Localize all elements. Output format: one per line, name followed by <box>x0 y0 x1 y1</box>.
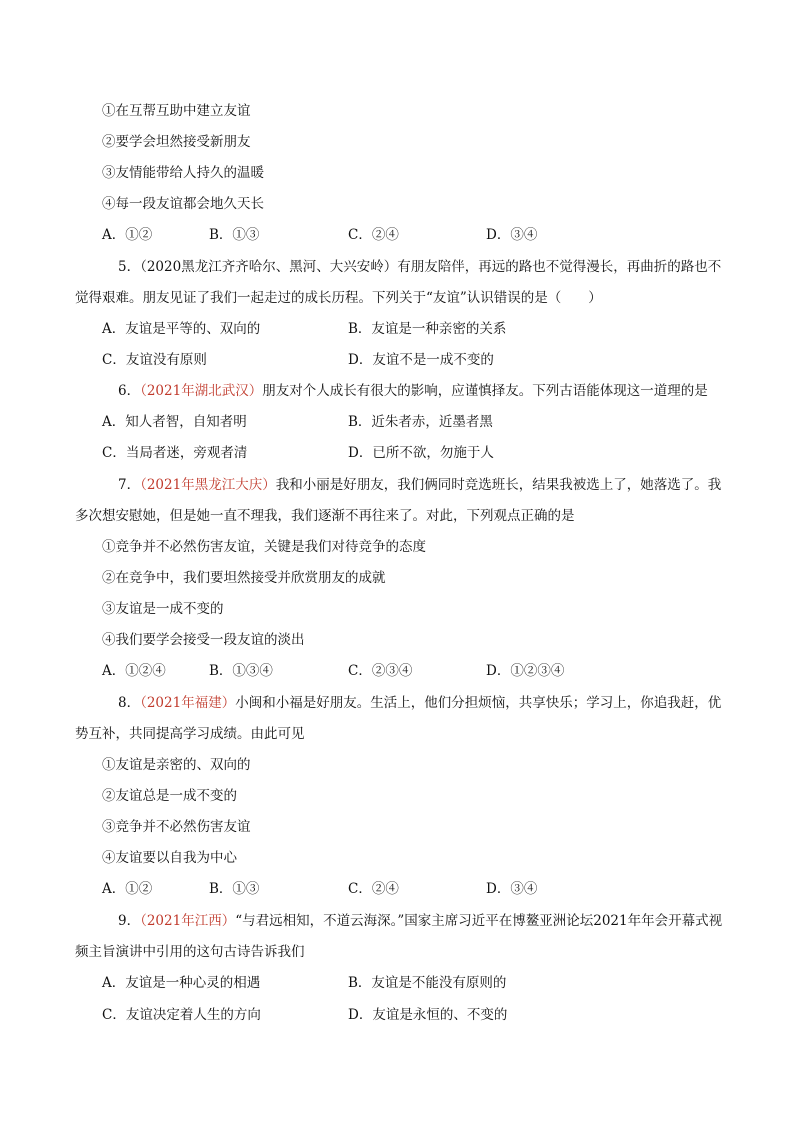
q9-source: （2021年江西） <box>140 913 236 929</box>
q8-item-3: ③竞争并不必然伤害友谊 <box>102 819 251 835</box>
q6-option-b: B．近朱者赤，近墨者黑 <box>348 414 493 430</box>
q5-option-c: C．友谊没有原则 <box>102 352 207 368</box>
q6-option-a: A．知人者智，自知者明 <box>102 414 247 430</box>
q8-option-a: A．①② <box>102 881 153 897</box>
q7-stem-line2: 多次想安慰她，但是她一直不理我，我们逐渐不再往来了。对此，下列观点正确的是 <box>75 508 575 524</box>
q4-item-2: ②要学会坦然接受新朋友 <box>102 134 251 150</box>
q8-item-2: ②友谊总是一成不变的 <box>102 788 237 804</box>
q8-option-d: D．③④ <box>486 881 538 897</box>
q4-item-4: ④每一段友谊都会地久天长 <box>102 196 264 212</box>
q7-option-c: C．②③④ <box>348 663 413 679</box>
q4-option-c: C．②④ <box>348 227 399 243</box>
q5-stem-line1: 5．（2020黑龙江齐齐哈尔、黑河、大兴安岭）有朋友陪伴，再远的路也不觉得漫长，再曲折的路也不 <box>118 259 722 275</box>
q9-option-c: C．友谊决定着人生的方向 <box>102 1007 261 1023</box>
q6-number: 6． <box>118 383 141 399</box>
q5-option-d: D．友谊不是一成不变的 <box>348 352 494 368</box>
q9-option-d: D．友谊是永恒的、不变的 <box>348 1007 508 1023</box>
q7-text: 我和小丽是好朋友，我们俩同时竞选班长，结果我被选上了，她落选了。我 <box>275 477 722 493</box>
q6-option-d: D．已所不欲，勿施于人 <box>348 445 494 461</box>
q7-item-1: ①竞争并不必然伤害友谊，关键是我们对待竞争的态度 <box>102 539 426 555</box>
q8-option-b: B．①③ <box>209 881 260 897</box>
q7-stem-line1 <box>118 475 721 495</box>
q8-source: （2021年福建） <box>140 695 236 711</box>
q5-option-a: A．友谊是平等的、双向的 <box>102 321 261 337</box>
q7-item-4: ④我们要学会接受一段友谊的淡出 <box>102 632 305 648</box>
q9-option-a: A．友谊是一种心灵的相遇 <box>102 975 261 991</box>
q8-item-4: ④友谊要以自我为中心 <box>102 850 237 866</box>
q4-item-3: ③友情能带给人持久的温暖 <box>102 165 264 181</box>
q8-text: 小闽和小福是好朋友。生活上，他们分担烦恼，共享快乐；学习上，你追我赶，优 <box>235 695 722 711</box>
q9-stem-line1 <box>118 911 722 931</box>
q6-text: 朋友对个人成长有很大的影响，应谨慎择友。下列古语能体现这一道理的是 <box>262 383 708 399</box>
q7-item-3: ③友谊是一成不变的 <box>102 601 224 617</box>
q6-option-c: C．当局者迷，旁观者清 <box>102 445 248 461</box>
q8-stem-line2: 势互补，共同提高学习成绩。由此可见 <box>75 726 305 742</box>
q7-item-2: ②在竞争中，我们要坦然接受并欣赏朋友的成就 <box>102 570 386 586</box>
q6-source: （2021年湖北武汉） <box>140 383 263 399</box>
q8-option-c: C．②④ <box>348 881 399 897</box>
q8-stem-line1 <box>118 693 721 713</box>
q9-number: 9． <box>118 913 141 929</box>
q7-number: 7． <box>118 477 141 493</box>
q8-number: 8． <box>118 695 141 711</box>
q4-item-1: ①在互帮互助中建立友谊 <box>102 103 251 119</box>
q4-option-b: B．①③ <box>209 227 260 243</box>
q9-stem-line2: 频主旨演讲中引用的这句古诗告诉我们 <box>75 944 305 960</box>
q4-option-a: A．①② <box>102 227 153 243</box>
q7-option-d: D．①②③④ <box>486 663 565 679</box>
q8-item-1: ①友谊是亲密的、双向的 <box>102 757 251 773</box>
q5-option-b: B．友谊是一种亲密的关系 <box>348 321 507 337</box>
q7-option-a: A．①②④ <box>102 663 166 679</box>
q4-option-d: D．③④ <box>486 227 538 243</box>
q9-text: “与君远相知，不道云海深。”国家主席习近平在博鳌亚洲论坛2021年年会开幕式视 <box>235 913 723 929</box>
q5-stem-line2: 觉得艰难。朋友见证了我们一起走过的成长历程。下列关于“友谊”认识错误的是（ ） <box>75 290 602 306</box>
q6-stem <box>118 381 708 401</box>
q7-source: （2021年黑龙江大庆） <box>140 477 276 493</box>
q9-option-b: B．友谊是不能没有原则的 <box>348 975 507 991</box>
q7-option-b: B．①③④ <box>209 663 273 679</box>
